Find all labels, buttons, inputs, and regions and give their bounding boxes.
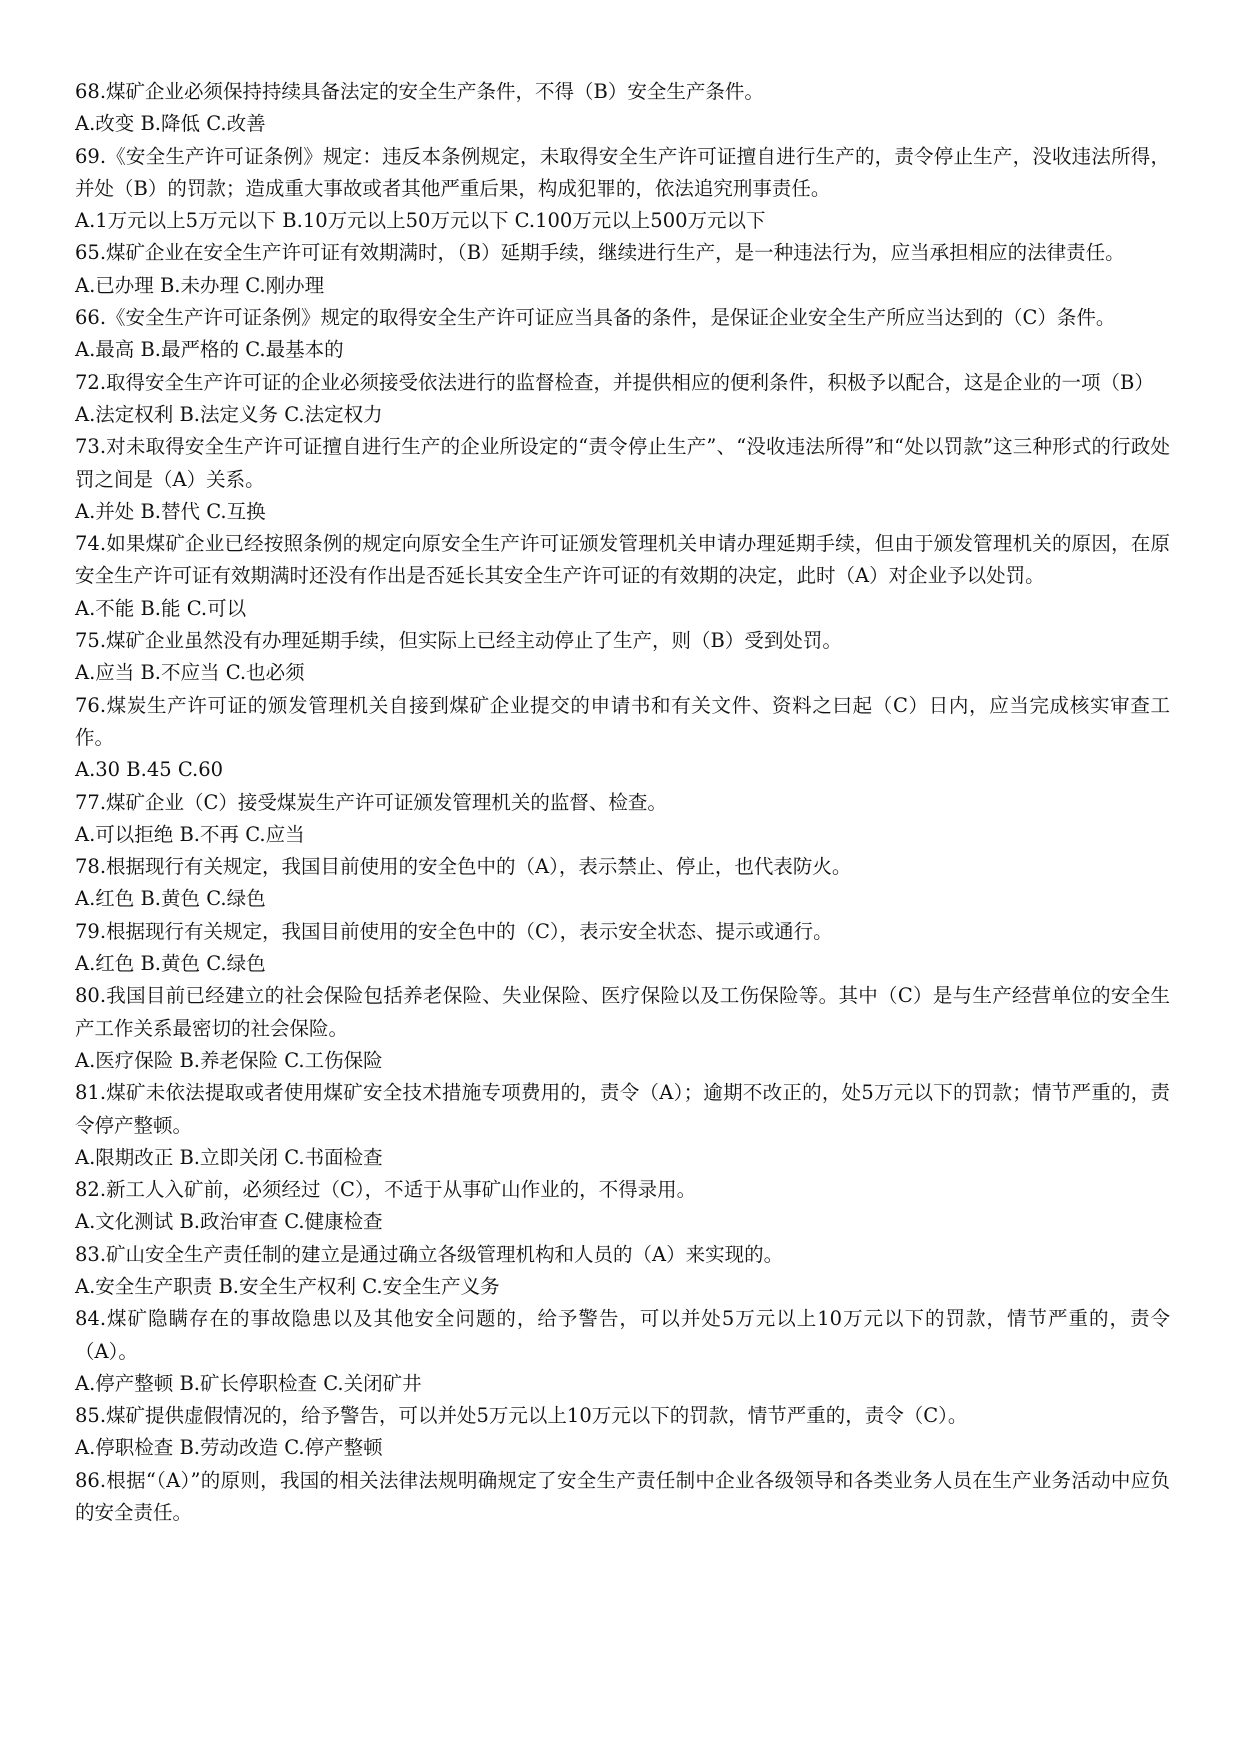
question-text: 83.矿山安全生产责任制的建立是通过确立各级管理机构和人员的（A）来实现的。 [75, 1242, 784, 1266]
question-text: 72.取得安全生产许可证的企业必须接受依法进行的监督检查，并提供相应的便利条件，积极予以配合，这是企业的一项（B） [75, 370, 1154, 394]
answer-options: A.30 B.45 C.60 [75, 758, 224, 782]
question-text: 75.煤矿企业虽然没有办理延期手续，但实际上已经主动停止了生产，则（B）受到处罚。 [75, 629, 842, 653]
answer-options: A.应当 B.不应当 C.也必须 [75, 661, 305, 685]
answer-options: A.改变 B.降低 C.改善 [75, 112, 266, 136]
answer-options: A.文化测试 B.政治审查 C.健康检查 [75, 1210, 383, 1234]
question-text: 69.《安全生产许可证条例》规定：违反本条例规定，未取得安全生产许可证擅自进行生产的，责令停止生产，没收违法所得，并处（B）的罚款；造成重大事故或者其他严重后果，构成犯罪的，依法追究刑事责任。 [75, 144, 1170, 200]
question-text: 85.煤矿提供虚假情况的，给予警告，可以并处5万元以上10万元以下的罚款，情节严重的，责令（C）。 [75, 1404, 968, 1428]
question-text: 65.煤矿企业在安全生产许可证有效期满时，（B）延期手续，继续进行生产，是一种违法行为，应当承担相应的法律责任。 [75, 241, 1125, 265]
answer-options: A.1万元以上5万元以下 B.10万元以上50万元以下 C.100万元以上500万元以下 [75, 209, 766, 233]
question-text: 86.根据“（A）”的原则，我国的相关法律法规明确规定了安全生产责任制中企业各级领导和各类业务人员在生产业务活动中应负的安全责任。 [75, 1468, 1170, 1525]
answer-options: A.可以拒绝 B.不再 C.应当 [75, 822, 305, 846]
question-text: 84.煤矿隐瞒存在的事故隐患以及其他安全问题的，给予警告，可以并处5万元以上10万元以下的罚款，情节严重的，责令（A）。 [75, 1307, 1170, 1363]
question-text: 76.煤炭生产许可证的颁发管理机关自接到煤矿企业提交的申请书和有关文件、资料之曰起（C）日内，应当完成核实审查工作。 [75, 693, 1170, 749]
question-text: 79.根据现行有关规定，我国目前使用的安全色中的（C），表示安全状态、提示或通行。 [75, 919, 833, 943]
answer-options: A.红色 B.黄色 C.绿色 [75, 887, 266, 911]
answer-options: A.限期改正 B.立即关闭 C.书面检查 [75, 1145, 383, 1169]
answer-options: A.法定权利 B.法定义务 C.法定权力 [75, 402, 383, 426]
question-text: 82.新工人入矿前，必须经过（C），不适于从事矿山作业的，不得录用。 [75, 1178, 697, 1202]
question-text: 73.对未取得安全生产许可证擅自进行生产的企业所设定的“责令停止生产”、“没收违法所得”和“处以罚款”这三种形式的行政处罚之间是（A）关系。 [75, 435, 1170, 491]
question-list [75, 76, 1170, 1529]
question-text: 78.根据现行有关规定，我国目前使用的安全色中的（A），表示禁止、停止，也代表防火。 [75, 855, 852, 879]
answer-options: A.停产整顿 B.矿长停职检查 C.关闭矿井 [75, 1371, 422, 1395]
answer-options: A.并处 B.替代 C.互换 [75, 499, 266, 523]
answer-options: A.安全生产职责 B.安全生产权利 C.安全生产义务 [75, 1274, 500, 1298]
question-text: 77.煤矿企业（C）接受煤炭生产许可证颁发管理机关的监督、检查。 [75, 790, 667, 814]
question-text: 81.煤矿未依法提取或者使用煤矿安全技术措施专项费用的，责令（A）；逾期不改正的，处5万元以下的罚款；情节严重的，责令停产整顿。 [75, 1081, 1170, 1137]
answer-options: A.已办理 B.未办理 C.刚办理 [75, 273, 325, 297]
question-text: 66.《安全生产许可证条例》规定的取得安全生产许可证应当具备的条件，是保证企业安全生产所应当达到的（C）条件。 [75, 306, 1116, 330]
question-text: 68.煤矿企业必须保持持续具备法定的安全生产条件，不得（B）安全生产条件。 [75, 80, 764, 103]
answer-options: A.停职检查 B.劳动改造 C.停产整顿 [75, 1436, 383, 1460]
answer-options: A.红色 B.黄色 C.绿色 [75, 952, 266, 976]
answer-options: A.最高 B.最严格的 C.最基本的 [75, 338, 344, 362]
question-text: 74.如果煤矿企业已经按照条例的规定向原安全生产许可证颁发管理机关申请办理延期手续，但由于颁发管理机关的原因，在原安全生产许可证有效期满时还没有作出是否延长其安全生产许可证的有效期的决定，此时（A）对企业予以处罚。 [75, 532, 1170, 588]
answer-options: A.不能 B.能 C.可以 [75, 596, 247, 620]
answer-options: A.医疗保险 B.养老保险 C.工伤保险 [75, 1048, 383, 1072]
question-text: 80.我国目前已经建立的社会保险包括养老保险、失业保险、医疗保险以及工伤保险等。其中（C）是与生产经营单位的安全生产工作关系最密切的社会保险。 [75, 984, 1170, 1040]
